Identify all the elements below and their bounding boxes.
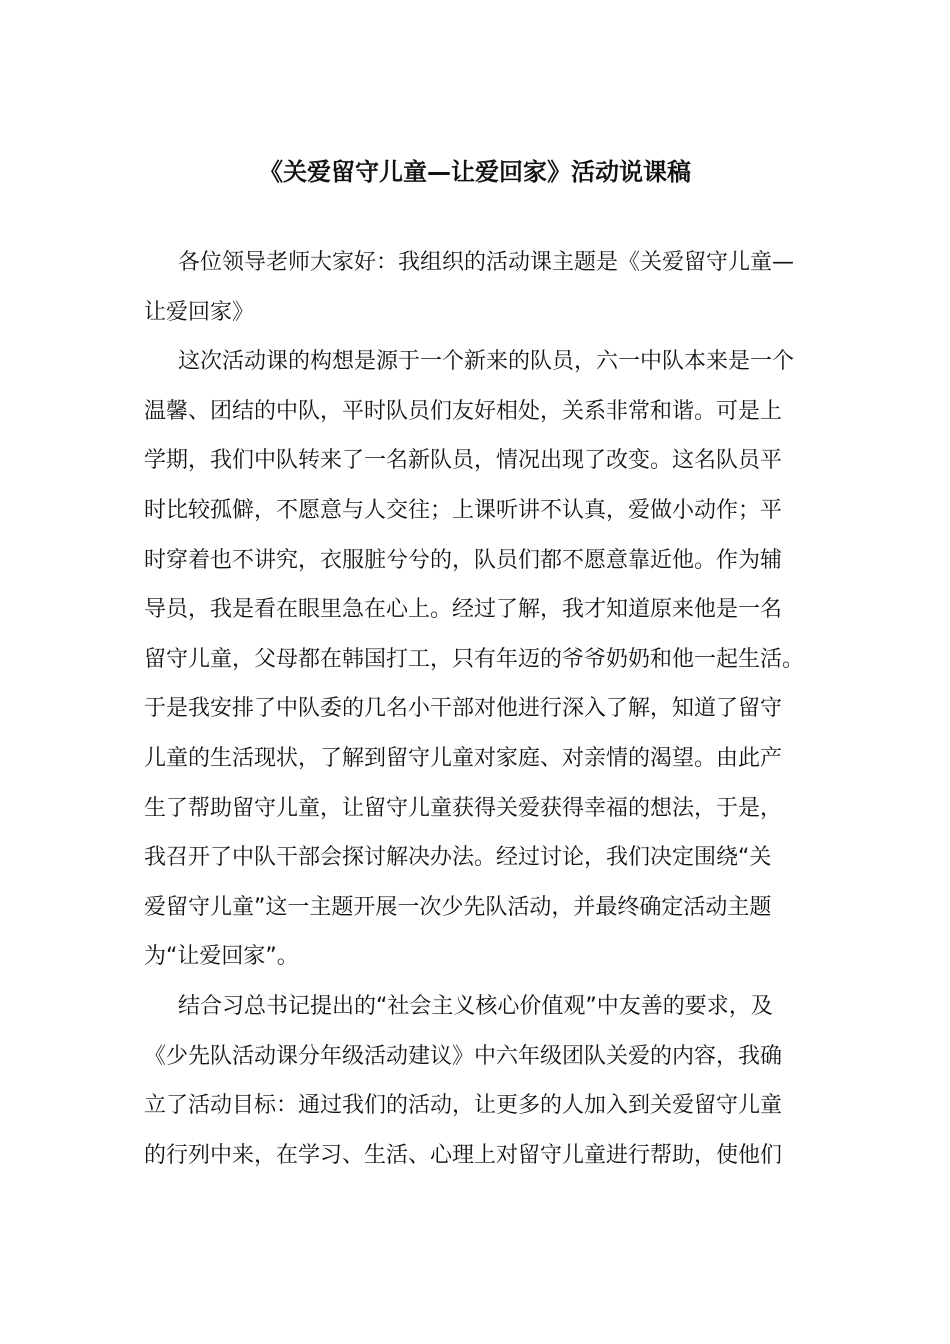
paragraph-line: 时比较孤僻，不愿意与人交往；上课听讲不认真，爱做小动作；平 [144,497,783,523]
paragraph-line: 留守儿童，父母都在韩国打工，只有年迈的爷爷奶奶和他一起生活。 [144,646,805,672]
paragraph-line: 于是我安排了中队委的几名小干部对他进行深入了解，知道了留守 [144,696,783,722]
document-body [144,238,812,1180]
paragraph-line: 我召开了中队干部会探讨解决办法。经过讨论，我们决定围绕“关 [144,845,772,871]
paragraph-line: 这次活动课的构想是源于一个新来的队员，六一中队本来是一个 [178,349,795,375]
paragraph-line: 各位领导老师大家好：我组织的活动课主题是《关爱留守儿童— [178,250,795,275]
paragraph-line: 结合习总书记提出的“社会主义核心价值观”中友善的要求，及 [178,993,773,1019]
paragraph-line: 《少先队活动课分年级活动建议》中六年级团队关爱的内容，我确 [144,1043,783,1069]
paragraph-line: 儿童的生活现状，了解到留守儿童对家庭、对亲情的渴望。由此产 [144,745,783,771]
paragraph-line: 生了帮助留守儿童，让留守儿童获得关爱获得幸福的想法，于是， [144,795,783,821]
paragraph-line: 立了活动目标：通过我们的活动，让更多的人加入到关爱留守儿童 [144,1093,783,1119]
paragraph-line: 时穿着也不讲究，衣服脏兮兮的，队员们都不愿意靠近他。作为辅 [144,547,783,573]
paragraph-line: 温馨、团结的中队，平时队员们友好相处，关系非常和谐。可是上 [144,398,783,424]
paragraph-greeting [144,238,812,337]
paragraph-line: 导员，我是看在眼里急在心上。经过了解，我才知道原来他是一名 [144,597,783,623]
paragraph-objectives [144,982,812,1180]
paragraph-line: 爱留守儿童”这一主题开展一次少先队活动，并最终确定活动主题 [144,894,772,920]
paragraph-line: 学期，我们中队转来了一名新队员，情况出现了改变。这名队员平 [144,448,783,474]
paragraph-line: 为“让爱回家”。 [144,944,299,970]
paragraph-concept [144,337,812,982]
paragraph-line: 的行列中来，在学习、生活、心理上对留守儿童进行帮助，使他们 [144,1142,783,1168]
document-title: 《关爱留守儿童—让爱回家》活动说课稿 [259,158,691,186]
paragraph-line: 让爱回家》 [144,299,255,325]
